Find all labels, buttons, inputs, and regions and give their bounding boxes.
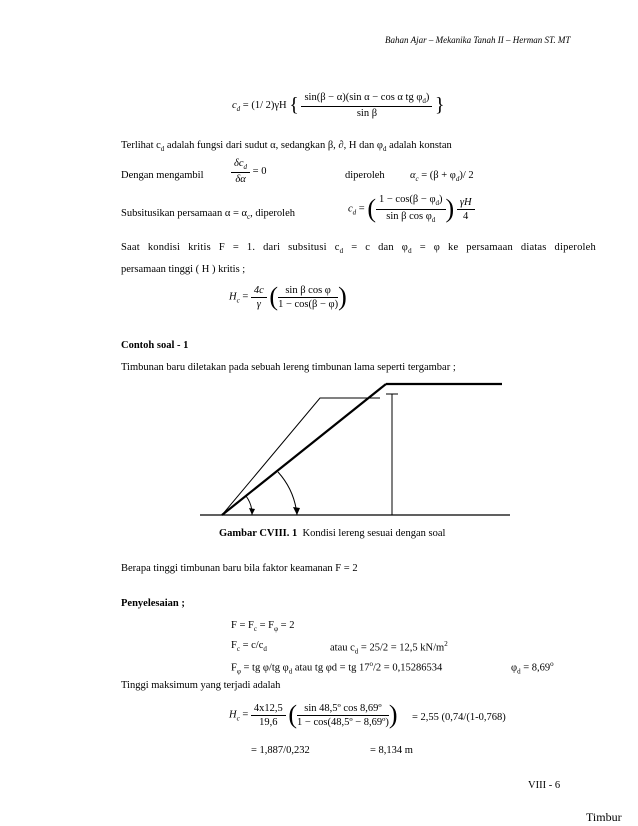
solution-l2-right: atau c — [330, 642, 355, 654]
equation-hc-calc: $H_c$ = $\frac{4x12,5}{19,6}$ ( $\frac{\text{sin 48,5º cos 8,69º}}{\text{1 − cos(48,5º − 8,69º)}}$ ) — [229, 700, 398, 729]
solution-phid-value — [511, 660, 554, 676]
eq3-lhs-sub: d — [352, 208, 357, 217]
solution-l3-b: = tg φ/tg φ — [240, 662, 289, 674]
eq1-lhs-sub: d — [236, 105, 241, 114]
running-header: Bahan Ajar – Mekanika Tanah II – Herman ST. MT — [385, 35, 571, 45]
equation-cd-critical: $c_d$ = ( $\frac{1 - \cos(\beta - \varphi_d)}{\sin \beta \cos \varphi_d}$ ) $\frac{\gamma H}{4}$ — [348, 194, 475, 224]
figure-caption — [219, 528, 445, 539]
alpha-c-lhs: α — [410, 170, 416, 181]
solution-l3-right-b: = 8,69 — [520, 662, 551, 674]
para4-line1b: = c dan φ — [343, 242, 409, 253]
solution-l1-s2: φ — [273, 625, 279, 634]
solution-l3-sup: o — [369, 660, 373, 668]
para4-line1c: = φ ke persamaan diatas diperoleh — [411, 242, 596, 253]
solution-calc-fnum: 4x12,5 — [251, 703, 286, 716]
eq3-den: sin β cos φ — [386, 210, 432, 222]
hc-fnum: 4c — [251, 285, 267, 298]
para-critical-line1 — [121, 242, 596, 255]
eq1-num: sin(β − α)(sin α − cos α tg φ — [304, 92, 423, 103]
hc-num: sin β cos φ — [278, 285, 338, 298]
alpha-c-expression — [410, 170, 474, 183]
brace-close: } — [435, 94, 445, 117]
hc-lhs: H — [229, 291, 237, 303]
eq3-rnum: γH — [459, 196, 472, 208]
final-result: = 8,134 m — [370, 745, 413, 756]
caption-text: Kondisi lereng sesuai dengan soal — [302, 528, 446, 539]
caption-label: Gambar CVIII. 1 — [219, 528, 298, 539]
solution-line-fc — [231, 640, 267, 653]
page-number: VIII - 6 — [528, 780, 561, 791]
para4-line1: Saat kondisi kritis F = 1. dari subsitusi c — [121, 242, 340, 253]
para2-mid: diperoleh — [345, 170, 385, 181]
eq1-num-end: ) — [425, 92, 430, 103]
solution-calc-den: 1 − cos(48,5º − 8,69º) — [297, 716, 389, 728]
solution-l3-s: φ — [236, 667, 241, 676]
eq1-fraction — [301, 92, 432, 119]
eq3-num-sub: d — [435, 199, 440, 208]
para-critical-line2: persamaan tinggi ( H ) kritis ; — [121, 264, 246, 275]
para-substitution — [121, 208, 295, 221]
para1-c: adalah konstan — [386, 140, 452, 151]
solution-l2-right-b: = 25/2 = 12,5 kN/m — [358, 642, 445, 654]
alpha-c-sub: c — [415, 175, 419, 184]
para-derivative-lead: Dengan mengambil — [121, 170, 204, 181]
example-question: Berapa tinggi timbunan baru bila faktor keamanan F = 2 — [121, 563, 358, 574]
solution-l3-s2: d — [288, 667, 293, 676]
angle-arrow-large — [293, 507, 300, 515]
solution-l2: F — [231, 640, 237, 651]
solution-l3-right-s: d — [517, 667, 521, 676]
example-intro: Timbunan baru diletakan pada sebuah lereng timbunan lama seperti tergambar ; — [121, 362, 456, 373]
hc-fden: γ — [256, 298, 261, 310]
para1-a-sub: d — [160, 145, 165, 154]
solution-cd-value — [330, 640, 448, 656]
solution-l3-mid: atau tg φd = tg 17 — [292, 662, 370, 674]
para1-a: Terlihat c — [121, 140, 161, 151]
solution-line-fphi — [231, 660, 442, 676]
eq3-num: 1 − cos(β − φ — [379, 194, 436, 206]
eq3-lhs: c — [348, 203, 353, 215]
eq3-num-end: ) — [439, 194, 443, 206]
solution-l2-b: = c/c — [239, 640, 264, 651]
final-division: = 1,887/0,232 — [251, 745, 310, 756]
hc-lhs-sub: c — [236, 296, 240, 305]
eq1-num-sub: d — [422, 97, 426, 106]
solution-heading: Penyelesaian ; — [121, 598, 185, 609]
max-height-lead: Tinggi maksimum yang terjadi adalah — [121, 680, 281, 691]
para4-line1-sub: d — [339, 247, 344, 256]
solution-calc-lhs: H — [229, 709, 237, 721]
solution-calc-lhs-sub: c — [236, 714, 240, 723]
alpha-c-end: )/ 2 — [459, 170, 474, 181]
para1-b: adalah fungsi dari sudut α, sedangkan β, ∂, H dan φ — [164, 140, 383, 151]
derivative-expression — [231, 158, 266, 185]
alpha-c-rhs-sub: d — [455, 175, 460, 184]
angle-arrow-small — [249, 508, 255, 515]
solution-l3-mid2: /2 = 0,15286534 — [373, 662, 443, 674]
solution-calc-num: sin 48,5º cos 8,69º — [297, 703, 389, 716]
eq3-den-sub: d — [431, 215, 436, 224]
eq1-lhs: c — [232, 99, 237, 111]
eq1-den: sin β — [356, 108, 378, 120]
cutoff-word: Timbur — [586, 810, 622, 824]
para3-a-sub: c — [247, 213, 251, 222]
eq1-pre: = (1/ 2)γH — [242, 99, 287, 111]
solution-l2-right-s: d — [354, 647, 359, 656]
solution-l3-right-sup: o — [550, 660, 554, 668]
deriv-num: δc — [234, 158, 244, 169]
eq3-rden: 4 — [457, 209, 475, 222]
solution-l2-sup: 2 — [444, 640, 448, 648]
deriv-den: δα — [235, 174, 246, 186]
solution-l2-s2: d — [263, 645, 267, 654]
deriv-num-sub: d — [243, 163, 248, 172]
solution-line-f — [231, 620, 294, 633]
solution-l1-c: = 2 — [278, 620, 295, 631]
hc-eq: = — [242, 291, 249, 303]
eq3-eq: = — [358, 203, 365, 215]
brace-open: { — [289, 94, 299, 117]
para3-a: Subsitusikan persamaan α = α — [121, 208, 247, 219]
solution-calc-fden: 19,6 — [259, 716, 278, 728]
solution-l1: F = F — [231, 620, 254, 631]
calc-result: = 2,55 (0,74/(1-0,768) — [412, 712, 506, 723]
solution-l3-right: φ — [511, 662, 518, 674]
hc-den: 1 − cos(β − φ) — [278, 298, 339, 310]
solution-calc-eq: = — [242, 709, 249, 721]
old-slope-line — [222, 384, 386, 515]
alpha-c-rhs: = (β + φ — [421, 170, 456, 181]
solution-l3: F — [231, 662, 237, 674]
solution-l1-b: = F — [256, 620, 274, 631]
equation-cd — [232, 92, 445, 119]
equation-hc: $H_c$ = $\frac{4c}{\gamma}$ ( $\frac{\text{sin β cos φ}}{1 - \cos(\beta - \varphi)}$ ) — [229, 282, 347, 311]
slope-figure — [200, 370, 510, 520]
para1-b-sub: d — [382, 145, 387, 154]
solution-l1-s1: c — [253, 625, 257, 634]
example-heading: Contoh soal - 1 — [121, 340, 189, 351]
para4-line1b-sub: d — [408, 247, 412, 256]
solution-l2-s: c — [236, 645, 240, 654]
para-function-statement — [121, 140, 452, 153]
para3-b: , diperoleh — [250, 208, 296, 219]
deriv-eq: = 0 — [252, 165, 267, 177]
